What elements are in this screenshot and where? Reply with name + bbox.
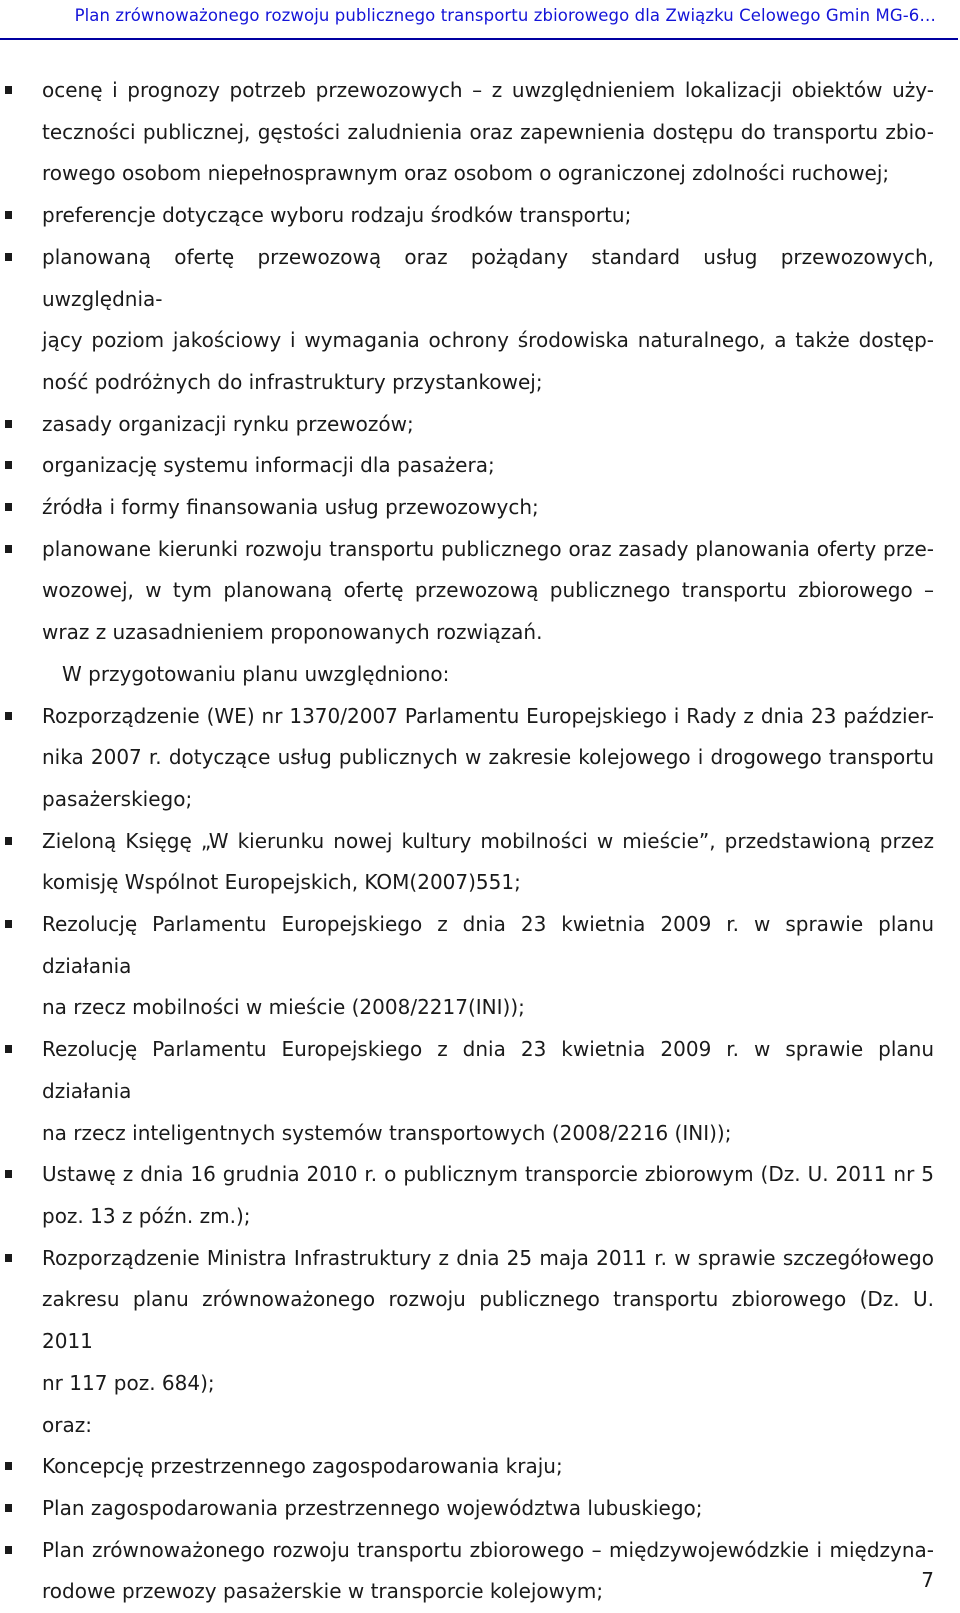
list-item (0, 404, 960, 446)
list-item (0, 1530, 960, 1613)
list-item (0, 237, 960, 404)
square-bullet-icon (5, 712, 12, 720)
square-bullet-icon (5, 420, 12, 428)
list-item-line: rowego osobom niepełnosprawnym oraz osobom o ograniczonej zdolności ruchowej; (42, 161, 890, 186)
square-bullet-icon (5, 1170, 12, 1178)
page-number: 7 (921, 1568, 934, 1592)
square-bullet-icon (5, 1546, 12, 1554)
list-item (0, 70, 960, 195)
list-item (0, 1488, 960, 1530)
square-bullet-icon (5, 837, 12, 845)
list-item-line: Koncepcję przestrzennego zagospodarowania kraju; (42, 1454, 563, 1479)
planning-documents-list (0, 1446, 960, 1613)
list-item (0, 696, 960, 821)
list-item-line: planowane kierunki rozwoju transportu publicznego oraz zasady planowania oferty prze- (42, 536, 934, 561)
list-item-line: na rzecz mobilności w mieście (2008/2217(INI)); (42, 995, 525, 1020)
list-item-line: organizację systemu informacji dla pasażera; (42, 453, 495, 478)
plan-contents-list (0, 70, 960, 654)
list-item-line: Rozporządzenie Ministra Infrastruktury z dnia 25 maja 2011 r. w sprawie szczegółowego (42, 1245, 934, 1270)
list-item-line: planowaną ofertę przewozową oraz pożądany standard usług przewozowych, uwzględnia- (42, 244, 934, 311)
list-item (0, 529, 960, 654)
list-item (0, 445, 960, 487)
list-item (0, 1154, 960, 1237)
document-body (0, 70, 960, 1613)
list-item-line: komisję Wspólnot Europejskich, KOM(2007)551; (42, 870, 521, 895)
page-header (0, 0, 958, 40)
list-item (0, 1446, 960, 1488)
list-item-line: rodowe przewozy pasażerskie w transporcie kolejowym; (42, 1579, 604, 1604)
legal-basis-list (0, 696, 960, 1405)
square-bullet-icon (5, 253, 12, 261)
list-item-line: nika 2007 r. dotyczące usług publicznych w zakresie kolejowego i drogowego transportu (42, 745, 934, 770)
list-item-line: źródła i formy finansowania usług przewozowych; (42, 495, 539, 520)
running-header-title: Plan zrównoważonego rozwoju publicznego transportu zbiorowego dla Związku Celowego Gmin MG-6… (74, 6, 936, 25)
list-item-line: Plan zrównoważonego rozwoju transportu zbiorowego – międzywojewódzkie i międzyna- (42, 1537, 934, 1562)
list-item-line: nr 117 poz. 684); (42, 1370, 215, 1395)
square-bullet-icon (5, 211, 12, 219)
square-bullet-icon (5, 920, 12, 928)
square-bullet-icon (5, 461, 12, 469)
list-item-line: pasażerskiego; (42, 786, 193, 811)
list-item-line: teczności publicznej, gęstości zaludnienia oraz zapewnienia dostępu do transportu zbio- (42, 119, 934, 144)
list-item (0, 1029, 960, 1154)
square-bullet-icon (5, 1254, 12, 1262)
list-item-line: na rzecz inteligentnych systemów transportowych (2008/2216 (INI)); (42, 1120, 732, 1145)
square-bullet-icon (5, 1462, 12, 1470)
list-item-line: poz. 13 z późn. zm.); (42, 1203, 251, 1228)
intro-paragraph: W przygotowaniu planu uwzględniono: (62, 661, 450, 686)
list-item-line: Plan zagospodarowania przestrzennego województwa lubuskiego; (42, 1495, 703, 1520)
square-bullet-icon (5, 86, 12, 94)
list-item-line: preferencje dotyczące wyboru rodzaju środków transportu; (42, 203, 632, 228)
square-bullet-icon (5, 503, 12, 511)
list-item-line: ocenę i prognozy potrzeb przewozowych – z uwzględnieniem lokalizacji obiektów uży- (42, 78, 934, 102)
square-bullet-icon (5, 545, 12, 553)
square-bullet-icon (5, 1504, 12, 1512)
list-item (0, 195, 960, 237)
square-bullet-icon (5, 1045, 12, 1053)
list-item-line: Rezolucję Parlamentu Europejskiego z dnia 23 kwietnia 2009 r. w sprawie planu działania (42, 912, 934, 978)
list-item-line: ność podróżnych do infrastruktury przystankowej; (42, 369, 543, 394)
list-item-line: zakresu planu zrównoważonego rozwoju publicznego transportu zbiorowego (Dz. U. 2011 (42, 1287, 934, 1354)
list-item-line: wraz z uzasadnieniem proponowanych rozwiązań. (42, 620, 543, 645)
list-item-line: wozowej, w tym planowaną ofertę przewozową publicznego transportu zbiorowego – (42, 578, 934, 603)
list-item-line: jący poziom jakościowy i wymagania ochrony środowiska naturalnego, a także dostęp- (42, 328, 934, 353)
list-item-line: Zieloną Księgę „W kierunku nowej kultury mobilności w mieście”, przedstawioną przez (42, 828, 934, 853)
list-item (0, 1238, 960, 1405)
list-item (0, 487, 960, 529)
list-item (0, 821, 960, 904)
list-item-line: zasady organizacji rynku przewozów; (42, 411, 414, 436)
list-item (0, 904, 960, 1029)
list-item-line: Rezolucję Parlamentu Europejskiego z dnia 23 kwietnia 2009 r. w sprawie planu działania (42, 1037, 934, 1103)
list-item-line: Rozporządzenie (WE) nr 1370/2007 Parlamentu Europejskiego i Rady z dnia 23 paździer- (42, 703, 934, 728)
list-item-line: Ustawę z dnia 16 grudnia 2010 r. o publicznym transporcie zbiorowym (Dz. U. 2011 nr 5 (42, 1162, 934, 1187)
oraz-paragraph: oraz: (42, 1412, 92, 1437)
